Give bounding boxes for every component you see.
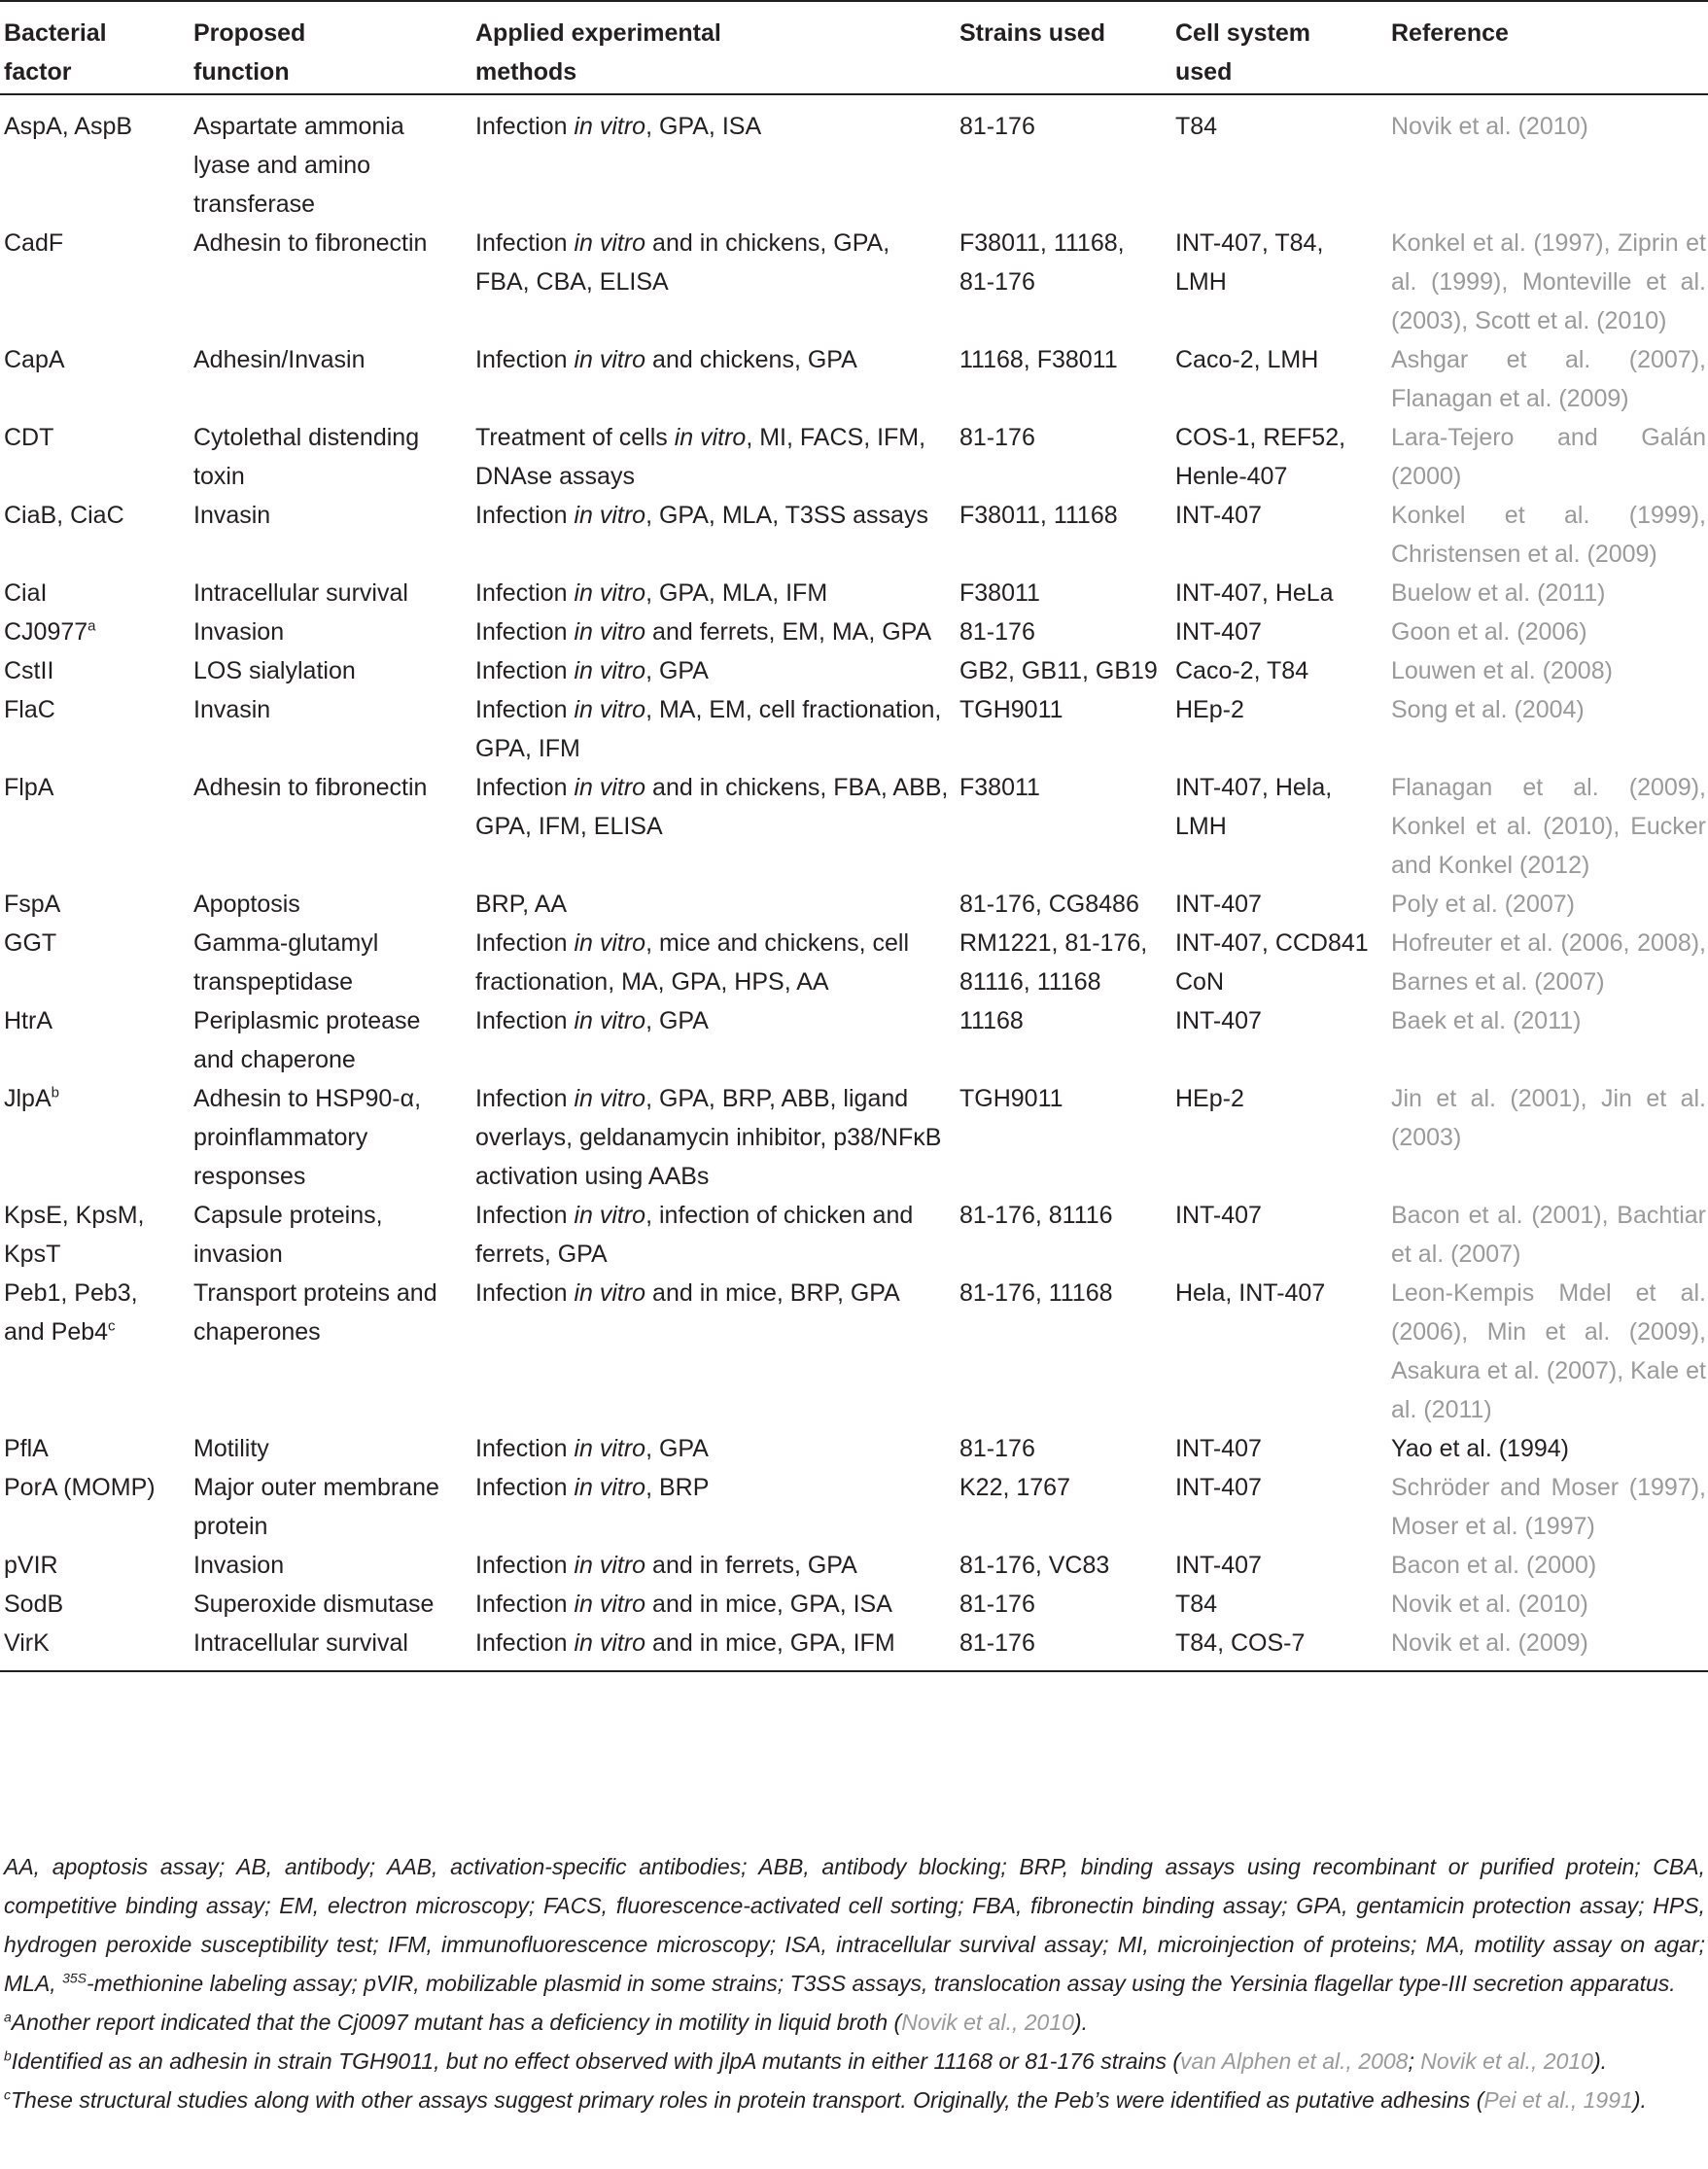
cell-function: Adhesin to fibronectin (193, 774, 428, 801)
cell-function: Adhesin/Invasin (193, 346, 366, 373)
cell-factor: CstII (4, 657, 54, 684)
cell-cell-system: INT-407 (1175, 891, 1262, 918)
cell-cell-system: INT-407 (1175, 618, 1262, 646)
cell-methods: Infection in vitro and in chickens, FBA, ABB, GPA, IFM, ELISA (475, 774, 949, 840)
cell-reference: Novik et al. (2010) (1391, 1591, 1588, 1618)
cell-factor: FlpA (4, 774, 54, 801)
cell-strains: K22, 1767 (959, 1474, 1070, 1501)
cell-reference: Louwen et al. (2008) (1391, 657, 1613, 684)
table-row (0, 1624, 1708, 1671)
cell-reference: Ashgar et al. (2007), Flanagan et al. (2009) (1391, 346, 1706, 412)
cell-strains: 81-176, 11168 (959, 1279, 1113, 1307)
cell-factor: GGT (4, 929, 57, 957)
table-row (0, 885, 1708, 924)
table-row (0, 651, 1708, 690)
table-row (0, 690, 1708, 768)
cell-methods: Infection in vitro and chickens, GPA (475, 346, 857, 373)
cell-function: Transport proteins and chaperones (193, 1279, 437, 1346)
table-footnotes (4, 1847, 1705, 2119)
cell-strains: RM1221, 81-176, 81116, 11168 (959, 929, 1148, 996)
cell-reference: Buelow et al. (2011) (1391, 579, 1606, 607)
cell-function: Superoxide dismutase (193, 1591, 435, 1618)
footnote-c: $^c$These structural studies along with other assays suggest primary roles in protein transport. Originally, the Peb’s were identified as putative adhesins (Pei et al., 1991). (4, 2086, 1647, 2113)
cell-reference: Bacon et al. (2000) (1391, 1552, 1597, 1579)
cell-reference: Song et al. (2004) (1391, 696, 1585, 723)
cell-reference: Flanagan et al. (2009), Konkel et al. (2010), Eucker and Konkel (2012) (1391, 774, 1706, 879)
cell-factor: KpsE, KpsM, KpsT (4, 1202, 145, 1268)
cell-strains: 81-176 (959, 113, 1035, 140)
cell-strains: 11168 (959, 1007, 1024, 1034)
table-row (0, 94, 1708, 224)
cell-cell-system: T84 (1175, 113, 1218, 140)
cell-methods: Infection in vitro and in chickens, GPA, FBA, CBA, ELISA (475, 229, 890, 296)
cell-factor: pVIR (4, 1552, 58, 1579)
cell-reference: Lara-Tejero and Galán (2000) (1391, 424, 1706, 490)
cell-methods: Infection in vitro, mice and chickens, cell fractionation, MA, GPA, HPS, AA (475, 929, 910, 996)
cell-strains: 81-176 (959, 1629, 1035, 1657)
cell-function: Invasion (193, 1552, 285, 1579)
cell-methods: Infection in vitro and ferrets, EM, MA, GPA (475, 618, 932, 646)
header-strains-used: Strains used (959, 19, 1106, 47)
cell-function: Cytolethal distending toxin (193, 424, 420, 490)
cell-methods: Infection in vitro, GPA (475, 657, 709, 684)
cell-function: Adhesin to HSP90-α, proinflammatory responses (193, 1085, 422, 1190)
cell-cell-system: INT-407, CCD841 CoN (1175, 929, 1369, 996)
cell-reference: Bacon et al. (2001), Bachtiar et al. (2007) (1391, 1202, 1706, 1268)
cell-factor: CadF (4, 229, 64, 257)
cell-factor: CDT (4, 424, 54, 451)
table-body (0, 94, 1708, 1671)
cell-reference: Novik et al. (2010) (1391, 113, 1588, 140)
table-row (0, 1001, 1708, 1079)
cell-methods: Infection in vitro, GPA (475, 1435, 709, 1462)
cell-function: Periplasmic protease and chaperone (193, 1007, 421, 1073)
table-row (0, 340, 1708, 418)
cell-strains: F38011, 11168 (959, 502, 1118, 529)
cell-factor: Peb1, Peb3, and Peb4$^c$ (4, 1279, 138, 1346)
cell-factor: PorA (MOMP) (4, 1474, 156, 1501)
cell-cell-system: T84 (1175, 1591, 1218, 1618)
cell-strains: TGH9011 (959, 696, 1063, 723)
cell-methods: Infection in vitro, GPA, BRP, ABB, ligand overlays, geldanamycin inhibitor, p38/NFκB activation using AABs (475, 1085, 942, 1190)
cell-factor: VirK (4, 1629, 50, 1657)
cell-strains: 81-176, VC83 (959, 1552, 1110, 1579)
cell-methods: Infection in vitro and in mice, BRP, GPA (475, 1279, 900, 1307)
cell-cell-system: INT-407 (1175, 1202, 1262, 1229)
cell-function: Motility (193, 1435, 269, 1462)
cell-reference: Konkel et al. (1999), Christensen et al. (2009) (1391, 502, 1706, 568)
cell-reference: Jin et al. (2001), Jin et al. (2003) (1391, 1085, 1706, 1151)
footnote-a: $^a$Another report indicated that the Cj0097 mutant has a deficiency in motility in liquid broth (Novik et al., 2010). (4, 2009, 1088, 2035)
cell-cell-system: INT-407, Hela, LMH (1175, 774, 1333, 840)
cell-methods: Infection in vitro, GPA, MLA, T3SS assays (475, 502, 928, 529)
cell-factor: AspA, AspB (4, 113, 133, 140)
cell-reference: Yao et al. (1994) (1391, 1435, 1569, 1462)
cell-reference: Poly et al. (2007) (1391, 891, 1575, 918)
cell-factor: SodB (4, 1591, 64, 1618)
cell-cell-system: INT-407, T84, LMH (1175, 229, 1324, 296)
cell-function: Capsule proteins, invasion (193, 1202, 383, 1268)
cell-cell-system: INT-407, HeLa (1175, 579, 1334, 607)
cell-factor: FlaC (4, 696, 55, 723)
cell-methods: Infection in vitro, infection of chicken and ferrets, GPA (475, 1202, 914, 1268)
cell-methods: BRP, AA (475, 891, 568, 918)
table-row (0, 1429, 1708, 1468)
cell-function: Gamma-glutamyl transpeptidase (193, 929, 379, 996)
cell-strains: 81-176, 81116 (959, 1202, 1113, 1229)
cell-function: LOS sialylation (193, 657, 356, 684)
cell-reference: Hofreuter et al. (2006, 2008), Barnes et al. (2007) (1391, 929, 1706, 996)
cell-cell-system: INT-407 (1175, 1007, 1262, 1034)
cell-factor: JlpA$^b$ (4, 1084, 59, 1112)
cell-cell-system: T84, COS-7 (1175, 1629, 1306, 1657)
cell-strains: 81-176 (959, 1435, 1035, 1462)
cell-reference: Schröder and Moser (1997), Moser et al. (1997) (1391, 1474, 1706, 1540)
cell-strains: F38011 (959, 774, 1040, 801)
cell-methods: Infection in vitro, GPA, ISA (475, 113, 762, 140)
table-row (0, 1585, 1708, 1624)
cell-function: Invasin (193, 696, 271, 723)
cell-function: Apoptosis (193, 891, 300, 918)
cell-function: Intracellular survival (193, 579, 408, 607)
cell-methods: Infection in vitro, MA, EM, cell fractionation, GPA, IFM (475, 696, 942, 762)
cell-strains: GB2, GB11, GB19 (959, 657, 1158, 684)
cell-strains: 81-176, CG8486 (959, 891, 1139, 918)
cell-factor: FspA (4, 891, 61, 918)
cell-cell-system: INT-407 (1175, 1435, 1262, 1462)
cell-reference: Baek et al. (2011) (1391, 1007, 1582, 1034)
table-row (0, 1468, 1708, 1546)
table-row (0, 924, 1708, 1001)
cell-factor: CapA (4, 346, 65, 373)
header-reference: Reference (1391, 19, 1509, 47)
cell-strains: 81-176 (959, 618, 1035, 646)
cell-methods: Infection in vitro and in mice, GPA, IFM (475, 1629, 895, 1657)
table-row (0, 224, 1708, 340)
cell-methods: Infection in vitro, GPA (475, 1007, 709, 1034)
table-row (0, 418, 1708, 496)
table-row (0, 1274, 1708, 1429)
table-row (0, 574, 1708, 612)
table-row (0, 768, 1708, 885)
header-proposed-function: Proposed function (193, 19, 306, 86)
table-row (0, 1079, 1708, 1196)
cell-cell-system: INT-407 (1175, 1552, 1262, 1579)
cell-strains: 11168, F38011 (959, 346, 1118, 373)
header-applied-methods: Applied experimental methods (475, 19, 721, 86)
cell-cell-system: Hela, INT-407 (1175, 1279, 1326, 1307)
cell-function: Major outer membrane protein (193, 1474, 439, 1540)
cell-cell-system: HEp-2 (1175, 1085, 1244, 1112)
cell-strains: 81-176 (959, 424, 1035, 451)
footnote-b: $^b$Identified as an adhesin in strain TGH9011, but no effect observed with jlpA mutants in either 11168 or 81-176 strains (van Alphen et al., 2008; Novik et al., 2010). (4, 2047, 1608, 2074)
cell-reference: Novik et al. (2009) (1391, 1629, 1588, 1657)
cell-function: Aspartate ammonia lyase and amino transferase (193, 113, 404, 218)
cell-methods: Infection in vitro and in ferrets, GPA (475, 1552, 857, 1579)
cell-factor: CJ0977$^a$ (4, 617, 96, 646)
cell-function: Intracellular survival (193, 1629, 408, 1657)
cell-cell-system: Caco-2, T84 (1175, 657, 1309, 684)
table-row (0, 1196, 1708, 1274)
cell-cell-system: HEp-2 (1175, 696, 1244, 723)
header-cell-system: Cell system used (1175, 19, 1310, 86)
header-bacterial-factor: Bacterial factor (4, 19, 107, 86)
cell-strains: TGH9011 (959, 1085, 1063, 1112)
cell-reference: Leon-Kempis Mdel et al. (2006), Min et al. (2009), Asakura et al. (2007), Kale et al. (2011) (1391, 1279, 1706, 1423)
cell-methods: Infection in vitro and in mice, GPA, ISA (475, 1591, 892, 1618)
table-row (0, 612, 1708, 651)
table-row (0, 1546, 1708, 1585)
abbreviations-note: AA, apoptosis assay; AB, antibody; AAB, activation-specific antibodies; ABB, antibody blocking; BRP, binding assays using recombinant or purified protein; CBA, competitive binding assay; EM, electron microscopy; FACS, fluorescence-activated cell sorting; FBA, fibronectin binding assay; GPA, gentamicin protection assay; HPS, hydrogen peroxide susceptibility test; IFM, immunofluorescence microscopy; ISA, intracellular survival assay; MI, microinjection of proteins; MA, motility assay on agar; MLA, $^{35S}$-methionine labeling assay; pVIR, mobilizable plasmid in some strains; T3SS assays, translocation assay using the Yersinia flagellar type-III secretion apparatus. (4, 1854, 1705, 1996)
cell-cell-system: INT-407 (1175, 502, 1262, 529)
cell-cell-system: INT-407 (1175, 1474, 1262, 1501)
cell-function: Adhesin to fibronectin (193, 229, 428, 257)
cell-methods: Infection in vitro, BRP (475, 1474, 710, 1501)
cell-reference: Konkel et al. (1997), Ziprin et al. (1999), Monteville et al. (2003), Scott et al. (2010) (1391, 229, 1706, 334)
cell-methods: Treatment of cells in vitro, MI, FACS, IFM, DNAse assays (475, 424, 926, 490)
cell-function: Invasin (193, 502, 271, 529)
cell-function: Invasion (193, 618, 285, 646)
cell-cell-system: Caco-2, LMH (1175, 346, 1319, 373)
cell-strains: F38011 (959, 579, 1040, 607)
cell-factor: HtrA (4, 1007, 52, 1034)
cell-strains: F38011, 11168, 81-176 (959, 229, 1125, 296)
table-row (0, 496, 1708, 574)
cell-strains: 81-176 (959, 1591, 1035, 1618)
table-header-row (0, 1, 1708, 94)
cell-cell-system: COS-1, REF52, Henle-407 (1175, 424, 1346, 490)
cell-factor: PflA (4, 1435, 49, 1462)
cell-reference: Goon et al. (2006) (1391, 618, 1587, 646)
cell-methods: Infection in vitro, GPA, MLA, IFM (475, 579, 828, 607)
cell-factor: CiaB, CiaC (4, 502, 124, 529)
cell-factor: CiaI (4, 579, 48, 607)
